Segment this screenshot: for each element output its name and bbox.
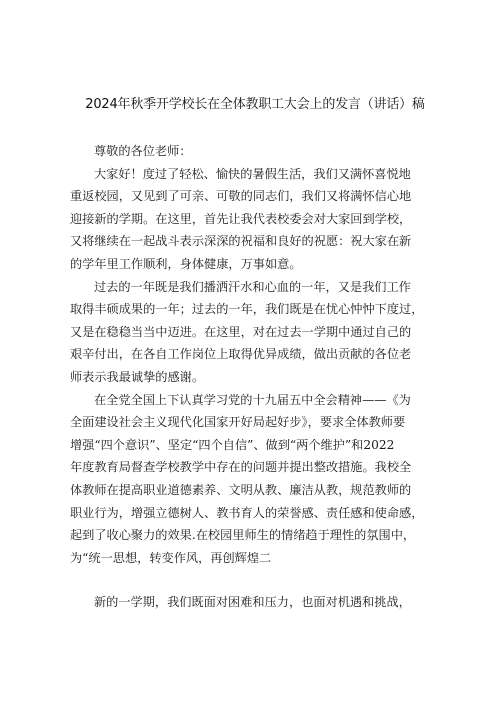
- paragraph-line: 体教师在提高职业道德素养、文明从教、廉洁从教，规范教师的: [70, 482, 412, 497]
- paragraph-line: 为“统一思想，转变作风，再创辉煌二: [70, 550, 272, 565]
- paragraph-line: 职业行为，增强立德树人、教书育人的荣誉感、责任感和使命感，: [70, 505, 424, 520]
- paragraph-line: 全面建设社会主义现代化国家开好局起好步》，要求全体教师要: [70, 415, 406, 430]
- paragraph-line: 大家好！度过了轻松、愉快的暑假生活，我们又满怀喜悦地: [94, 166, 411, 181]
- paragraph-line: 艰辛付出，在各自工作岗位上取得优异成绩，做出贡献的各位老: [70, 347, 412, 362]
- paragraph-line: 取得丰硕成果的一年；过去的一年，我们既是在忧心忡忡下度过，: [70, 302, 424, 317]
- paragraph-line: 过去的一年既是我们播洒汗水和心血的一年，又是我们工作: [94, 279, 411, 294]
- salutation-line: 尊敬的各位老师：: [94, 144, 192, 158]
- paragraph-line: 增强“四个意识”、坚定“四个自信”、做到“两个维护”和2022: [70, 437, 395, 452]
- paragraph-line: 又将继续在一起战斗表示深深的祝福和良好的祝愿：祝大家在新: [70, 234, 412, 249]
- paragraph-line: 年度教育局督查学校教学中存在的问题并提出整改措施。我校全: [70, 460, 412, 475]
- document-title: 2024年秋季开学校长在全体教职工大会上的发言（讲话）稿: [85, 97, 425, 112]
- paragraph-line: 又是在稳稳当当中迈进。在这里，对在过去一学期中通过自己的: [70, 324, 412, 339]
- paragraph-line: 在全党全国上下认真学习党的十九届五中全会精神——《为: [94, 392, 411, 407]
- paragraph-gap: [103, 569, 427, 591]
- paragraph-line: 的学年里工作顺利，身体健康，万事如意。: [70, 256, 302, 271]
- paragraph-line: 师表示我最诚挚的感谢。: [70, 369, 205, 384]
- document-body: [70, 140, 427, 614]
- paragraph-line: 新的一学期，我们既面对困难和压力，也面对机遇和挑战，: [94, 595, 411, 610]
- paragraph-line: 迎接新的学期。在这里，首先让我代表校委会对大家回到学校，: [70, 211, 412, 226]
- paragraph-line: 重返校园，又见到了可亲、可敬的同志们，我们又将满怀信心地: [70, 189, 412, 204]
- paragraph-line: 起到了收心聚力的效果.在校园里师生的情绪趋于理性的氛围中，: [70, 528, 416, 543]
